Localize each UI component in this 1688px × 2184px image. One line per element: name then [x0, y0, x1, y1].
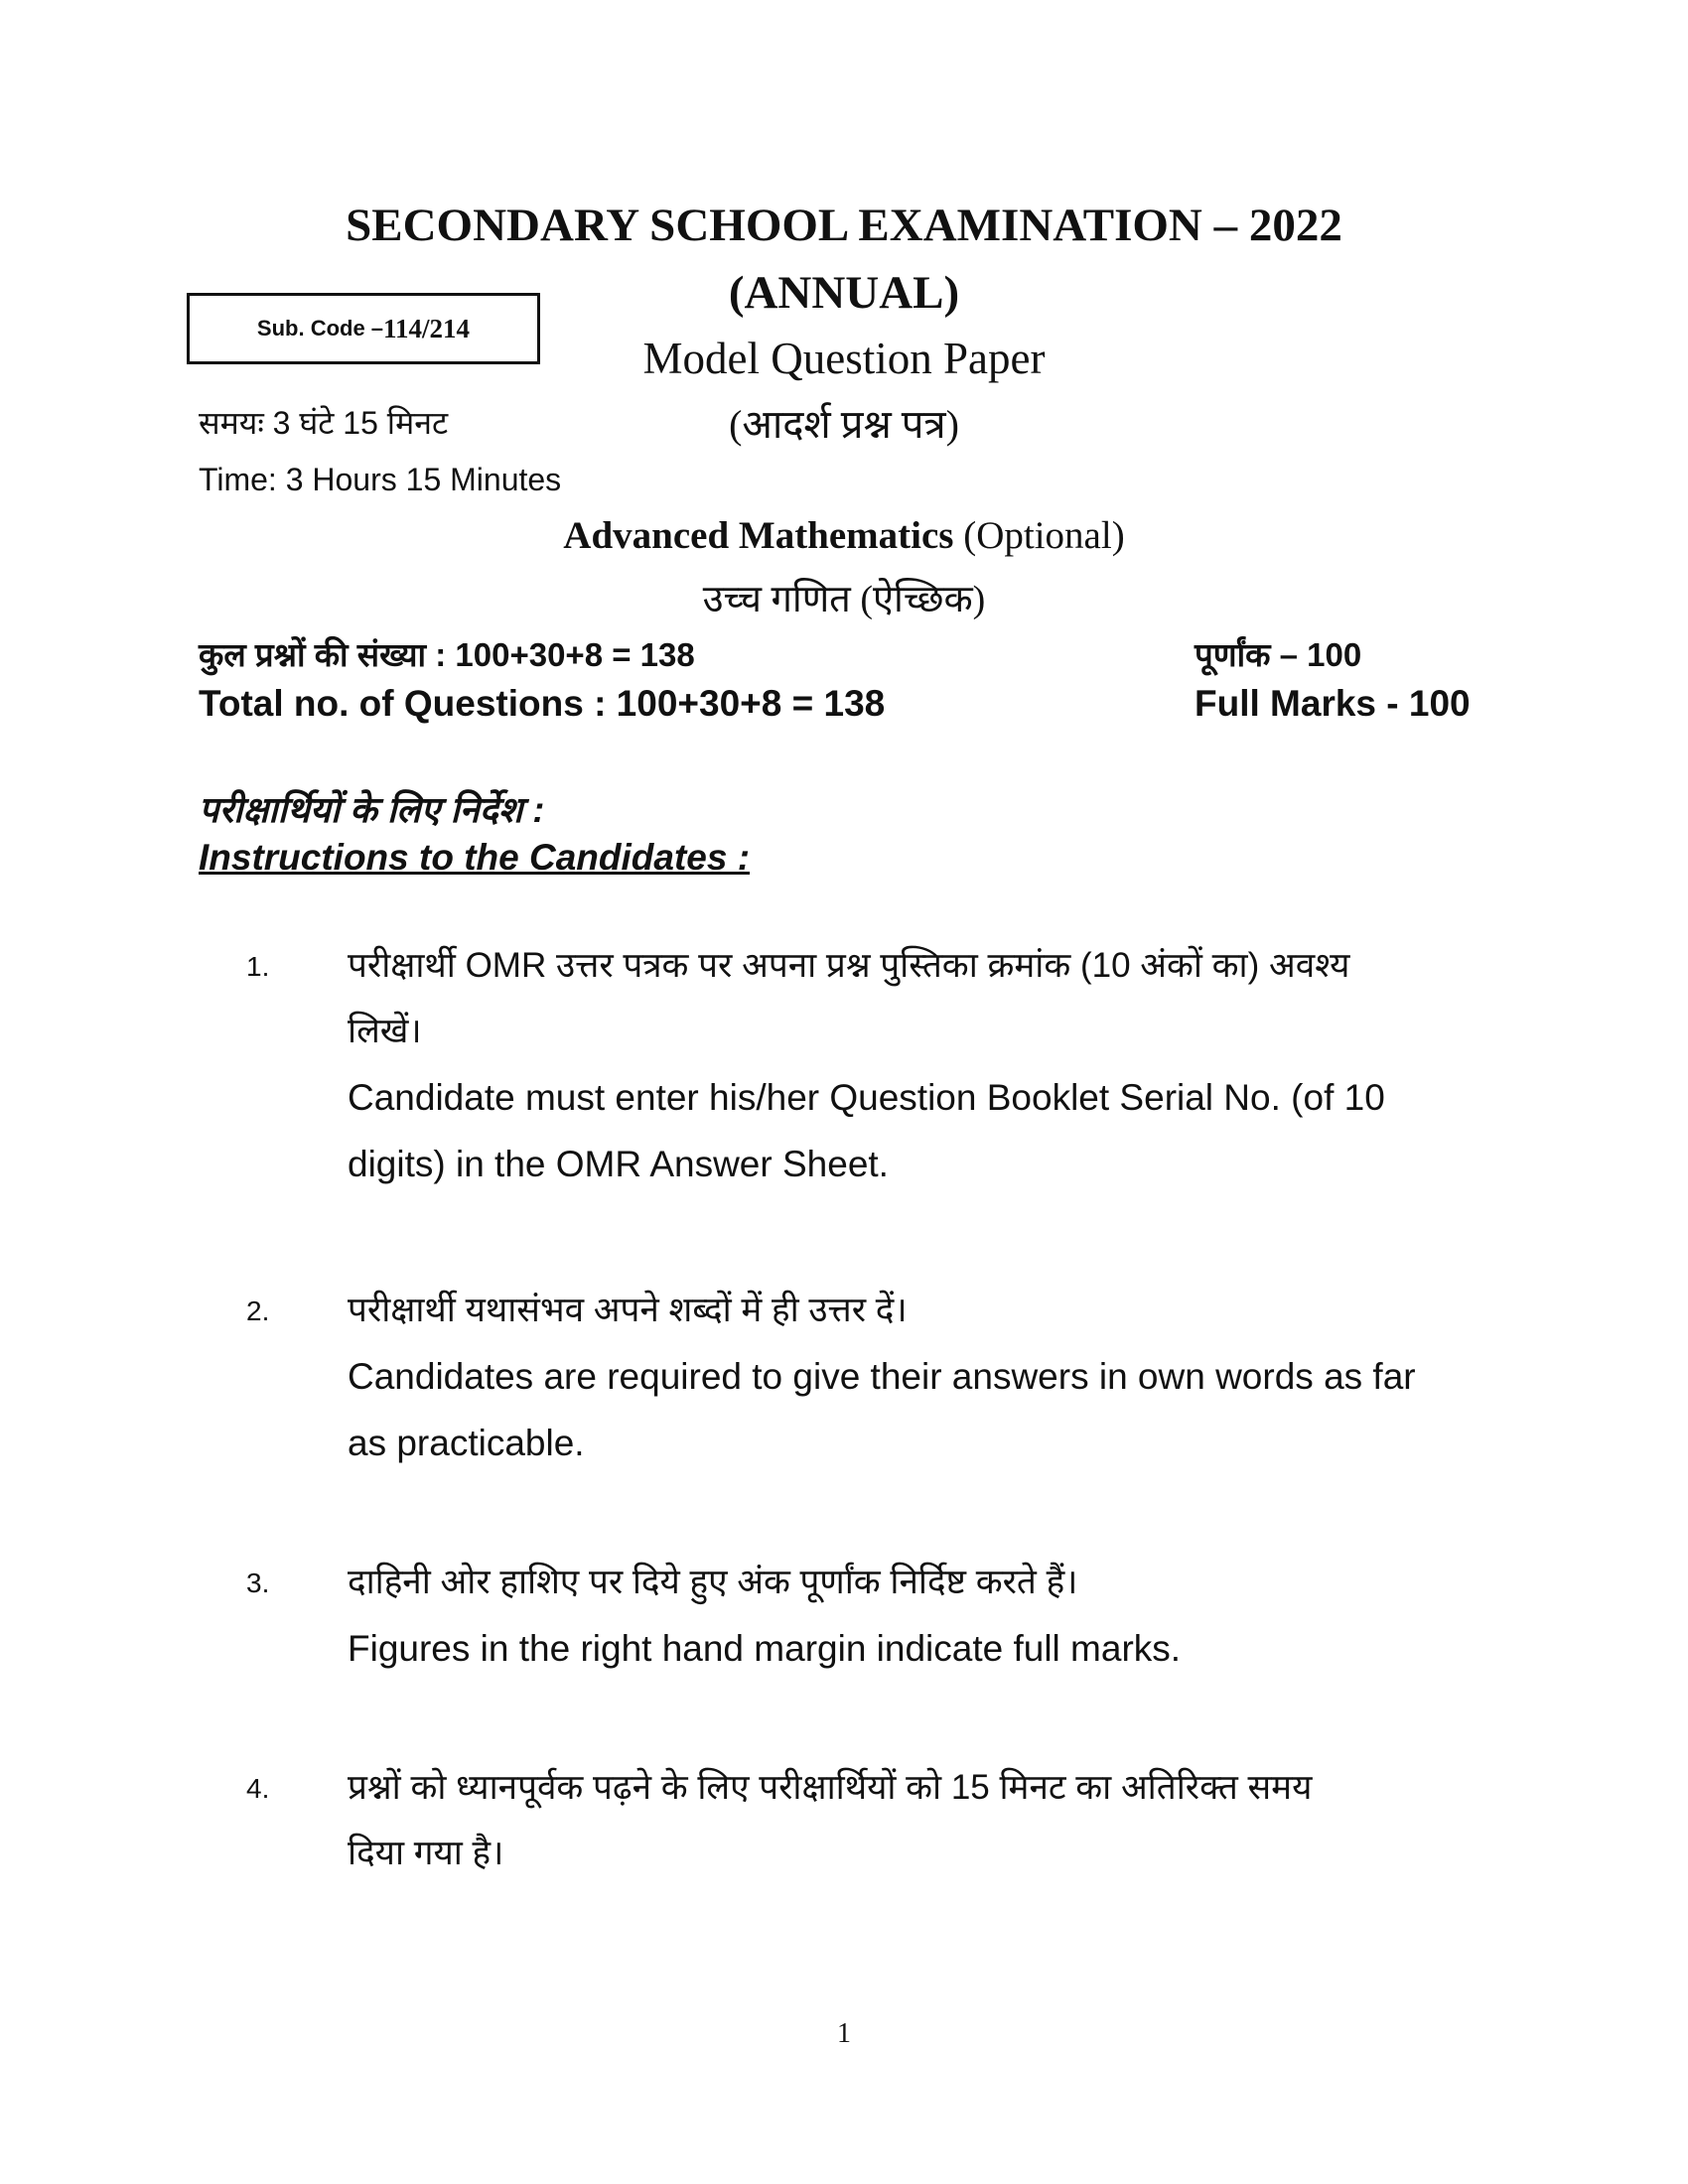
- instruction-hindi-line: दिया गया है।: [348, 1834, 504, 1872]
- instruction-text: [348, 1550, 1489, 1682]
- subject-name-hindi: उच्च गणित (ऐच्छिक): [702, 579, 986, 620]
- instruction-english-line: Candidate must enter his/her Question Booklet Serial No. (of 10: [348, 1077, 1385, 1118]
- subject-title: [0, 513, 1688, 558]
- exam-session: (ANNUAL): [728, 267, 960, 319]
- instruction-english-line: Figures in the right hand margin indicate full marks.: [348, 1628, 1182, 1669]
- paper-type-hindi: (आदर्श प्रश्न पत्र): [729, 402, 959, 447]
- instruction-text: [348, 1278, 1489, 1476]
- instruction-hindi-line: परीक्षार्थी यथासंभव अपने शब्दों में ही उत्तर दें।: [348, 1291, 908, 1329]
- instruction-number: 2.: [246, 1296, 270, 1326]
- time-english: Time: 3 Hours 15 Minutes: [199, 462, 562, 497]
- instruction-hindi-line: परीक्षार्थी OMR उत्तर पत्रक पर अपना प्रश्न पुस्तिका क्रमांक (10 अंकों का) अवश्य: [348, 946, 1350, 985]
- time-hindi: समयः 3 घंटे 15 मिनट: [199, 405, 449, 441]
- subject-optional: (Optional): [963, 514, 1125, 557]
- instructions-heading-hindi: परीक्षार्थियों के लिए निर्देश :: [199, 789, 545, 830]
- full-marks-english: Full Marks - 100: [1195, 683, 1471, 724]
- subject-code-label: Sub. Code –: [256, 316, 384, 341]
- full-marks-hindi: पूर्णांक – 100: [1195, 636, 1362, 673]
- instruction-number: 3.: [246, 1568, 270, 1598]
- total-questions-hindi: कुल प्रश्नों की संख्या : 100+30+8 = 138: [199, 636, 695, 673]
- instruction-text: [348, 1755, 1489, 1886]
- subject-name-english: Advanced Mathematics: [563, 514, 954, 557]
- instruction-hindi-line: प्रश्नों को ध्यानपूर्वक पढ़ने के लिए परीक्षार्थियों को 15 मिनट का अतिरिक्त समय: [348, 1768, 1313, 1807]
- paper-type-english: Model Question Paper: [642, 334, 1046, 383]
- page-number: 1: [837, 2018, 851, 2049]
- instruction-number: 1.: [246, 951, 270, 982]
- instruction-english-line: as practicable.: [348, 1423, 585, 1463]
- total-questions-english: Total no. of Questions : 100+30+8 = 138: [199, 683, 886, 724]
- instruction-english-line: Candidates are required to give their answers in own words as far: [348, 1356, 1416, 1397]
- instruction-hindi-line: लिखें।: [348, 1012, 422, 1050]
- instructions-heading-english: Instructions to the Candidates :: [199, 837, 751, 878]
- instruction-hindi-line: दाहिनी ओर हाशिए पर दिये हुए अंक पूर्णांक निर्दिष्ट करते हैं।: [348, 1563, 1078, 1601]
- subject-code-value: 114/214: [383, 313, 471, 343]
- exam-title: SECONDARY SCHOOL EXAMINATION – 2022: [346, 200, 1342, 251]
- instruction-number: 4.: [246, 1773, 270, 1804]
- instruction-english-line: digits) in the OMR Answer Sheet.: [348, 1144, 889, 1184]
- instruction-text: [348, 933, 1489, 1197]
